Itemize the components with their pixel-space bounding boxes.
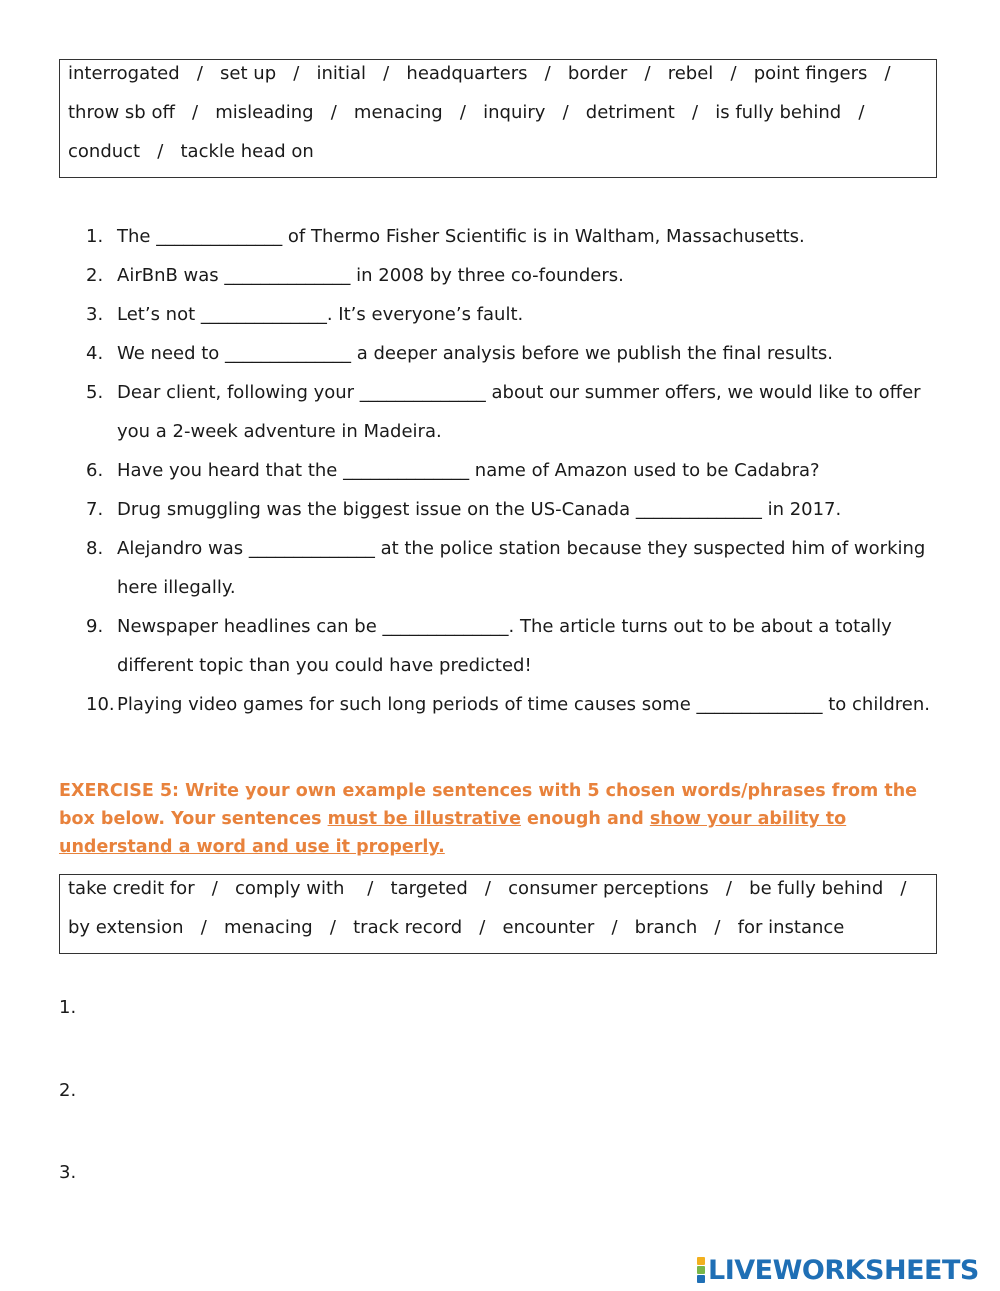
question-item [86, 529, 936, 607]
word-box-1 [59, 59, 937, 178]
question-item [86, 295, 936, 334]
question-text: We need to ______________ a deeper analysis before we publish the final results. [117, 343, 834, 364]
question-text: Have you heard that the ______________ name of Amazon used to be Cadabra? [117, 460, 820, 481]
question-number: 2. [86, 265, 104, 286]
word-box-line: interrogated / set up / initial / headquarters / border / rebel / point fingers / [68, 63, 891, 84]
question-number: 1. [86, 226, 104, 247]
question-text: Dear client, following your ______________ about our summer offers, we would like to offer you a 2-week adventure in Madeira. [117, 382, 921, 442]
exercise-heading-emphasis: must be illustrative [327, 809, 521, 829]
question-item [86, 334, 936, 373]
question-text: Newspaper headlines can be ______________. The article turns out to be about a totally different topic than you could have predicted! [117, 616, 892, 676]
question-number: 6. [86, 460, 104, 481]
exercise-5-heading [59, 777, 939, 861]
logo-square [697, 1266, 705, 1274]
question-number: 8. [86, 538, 104, 559]
question-item [86, 685, 936, 724]
question-number: 9. [86, 616, 104, 637]
question-item [86, 607, 936, 685]
question-number: 5. [86, 382, 104, 403]
word-box-line: take credit for / comply with / targeted / consumer perceptions / be fully behind / [68, 878, 907, 899]
question-item [86, 490, 936, 529]
question-number: 3. [86, 304, 104, 325]
question-text: Let’s not ______________. It’s everyone’s fault. [117, 304, 524, 325]
exercise-heading-emphasis: show your ability to understand a word and use it properly. [59, 809, 847, 857]
word-box-line: throw sb off / misleading / menacing / inquiry / detriment / is fully behind / [68, 102, 865, 123]
question-text: Drug smuggling was the biggest issue on the US-Canada ______________ in 2017. [117, 499, 842, 520]
question-item [86, 451, 936, 490]
logo-square [697, 1257, 705, 1265]
word-box-line: by extension / menacing / track record / encounter / branch / for instance [68, 917, 845, 938]
question-item [86, 217, 936, 256]
logo-square [697, 1275, 705, 1283]
question-item [86, 256, 936, 295]
answer-number: 2. [59, 1080, 77, 1101]
answer-number: 3. [59, 1162, 77, 1183]
word-box-2 [59, 874, 937, 954]
question-text: The ______________ of Thermo Fisher Scientific is in Waltham, Massachusetts. [117, 226, 805, 247]
answer-number: 1. [59, 997, 77, 1018]
liveworksheets-logo [697, 1255, 979, 1285]
exercise-heading-text: EXERCISE 5: Write your own example sentences with 5 chosen words/phrases from the box below. Your sentences [59, 781, 918, 829]
questions-list [86, 217, 936, 724]
question-number: 10. [86, 694, 115, 715]
exercise-heading-text: enough and [520, 809, 650, 829]
question-text: AirBnB was ______________ in 2008 by three co-founders. [117, 265, 624, 286]
question-item [86, 373, 936, 451]
question-text: Playing video games for such long periods of time causes some ______________ to children. [117, 694, 930, 715]
logo-mark-icon [697, 1257, 705, 1283]
question-text: Alejandro was ______________ at the police station because they suspected him of working here illegally. [117, 538, 926, 598]
word-box-line: conduct / tackle head on [68, 141, 314, 162]
question-number: 4. [86, 343, 104, 364]
logo-text: LIVEWORKSHEETS [708, 1254, 979, 1286]
question-number: 7. [86, 499, 104, 520]
